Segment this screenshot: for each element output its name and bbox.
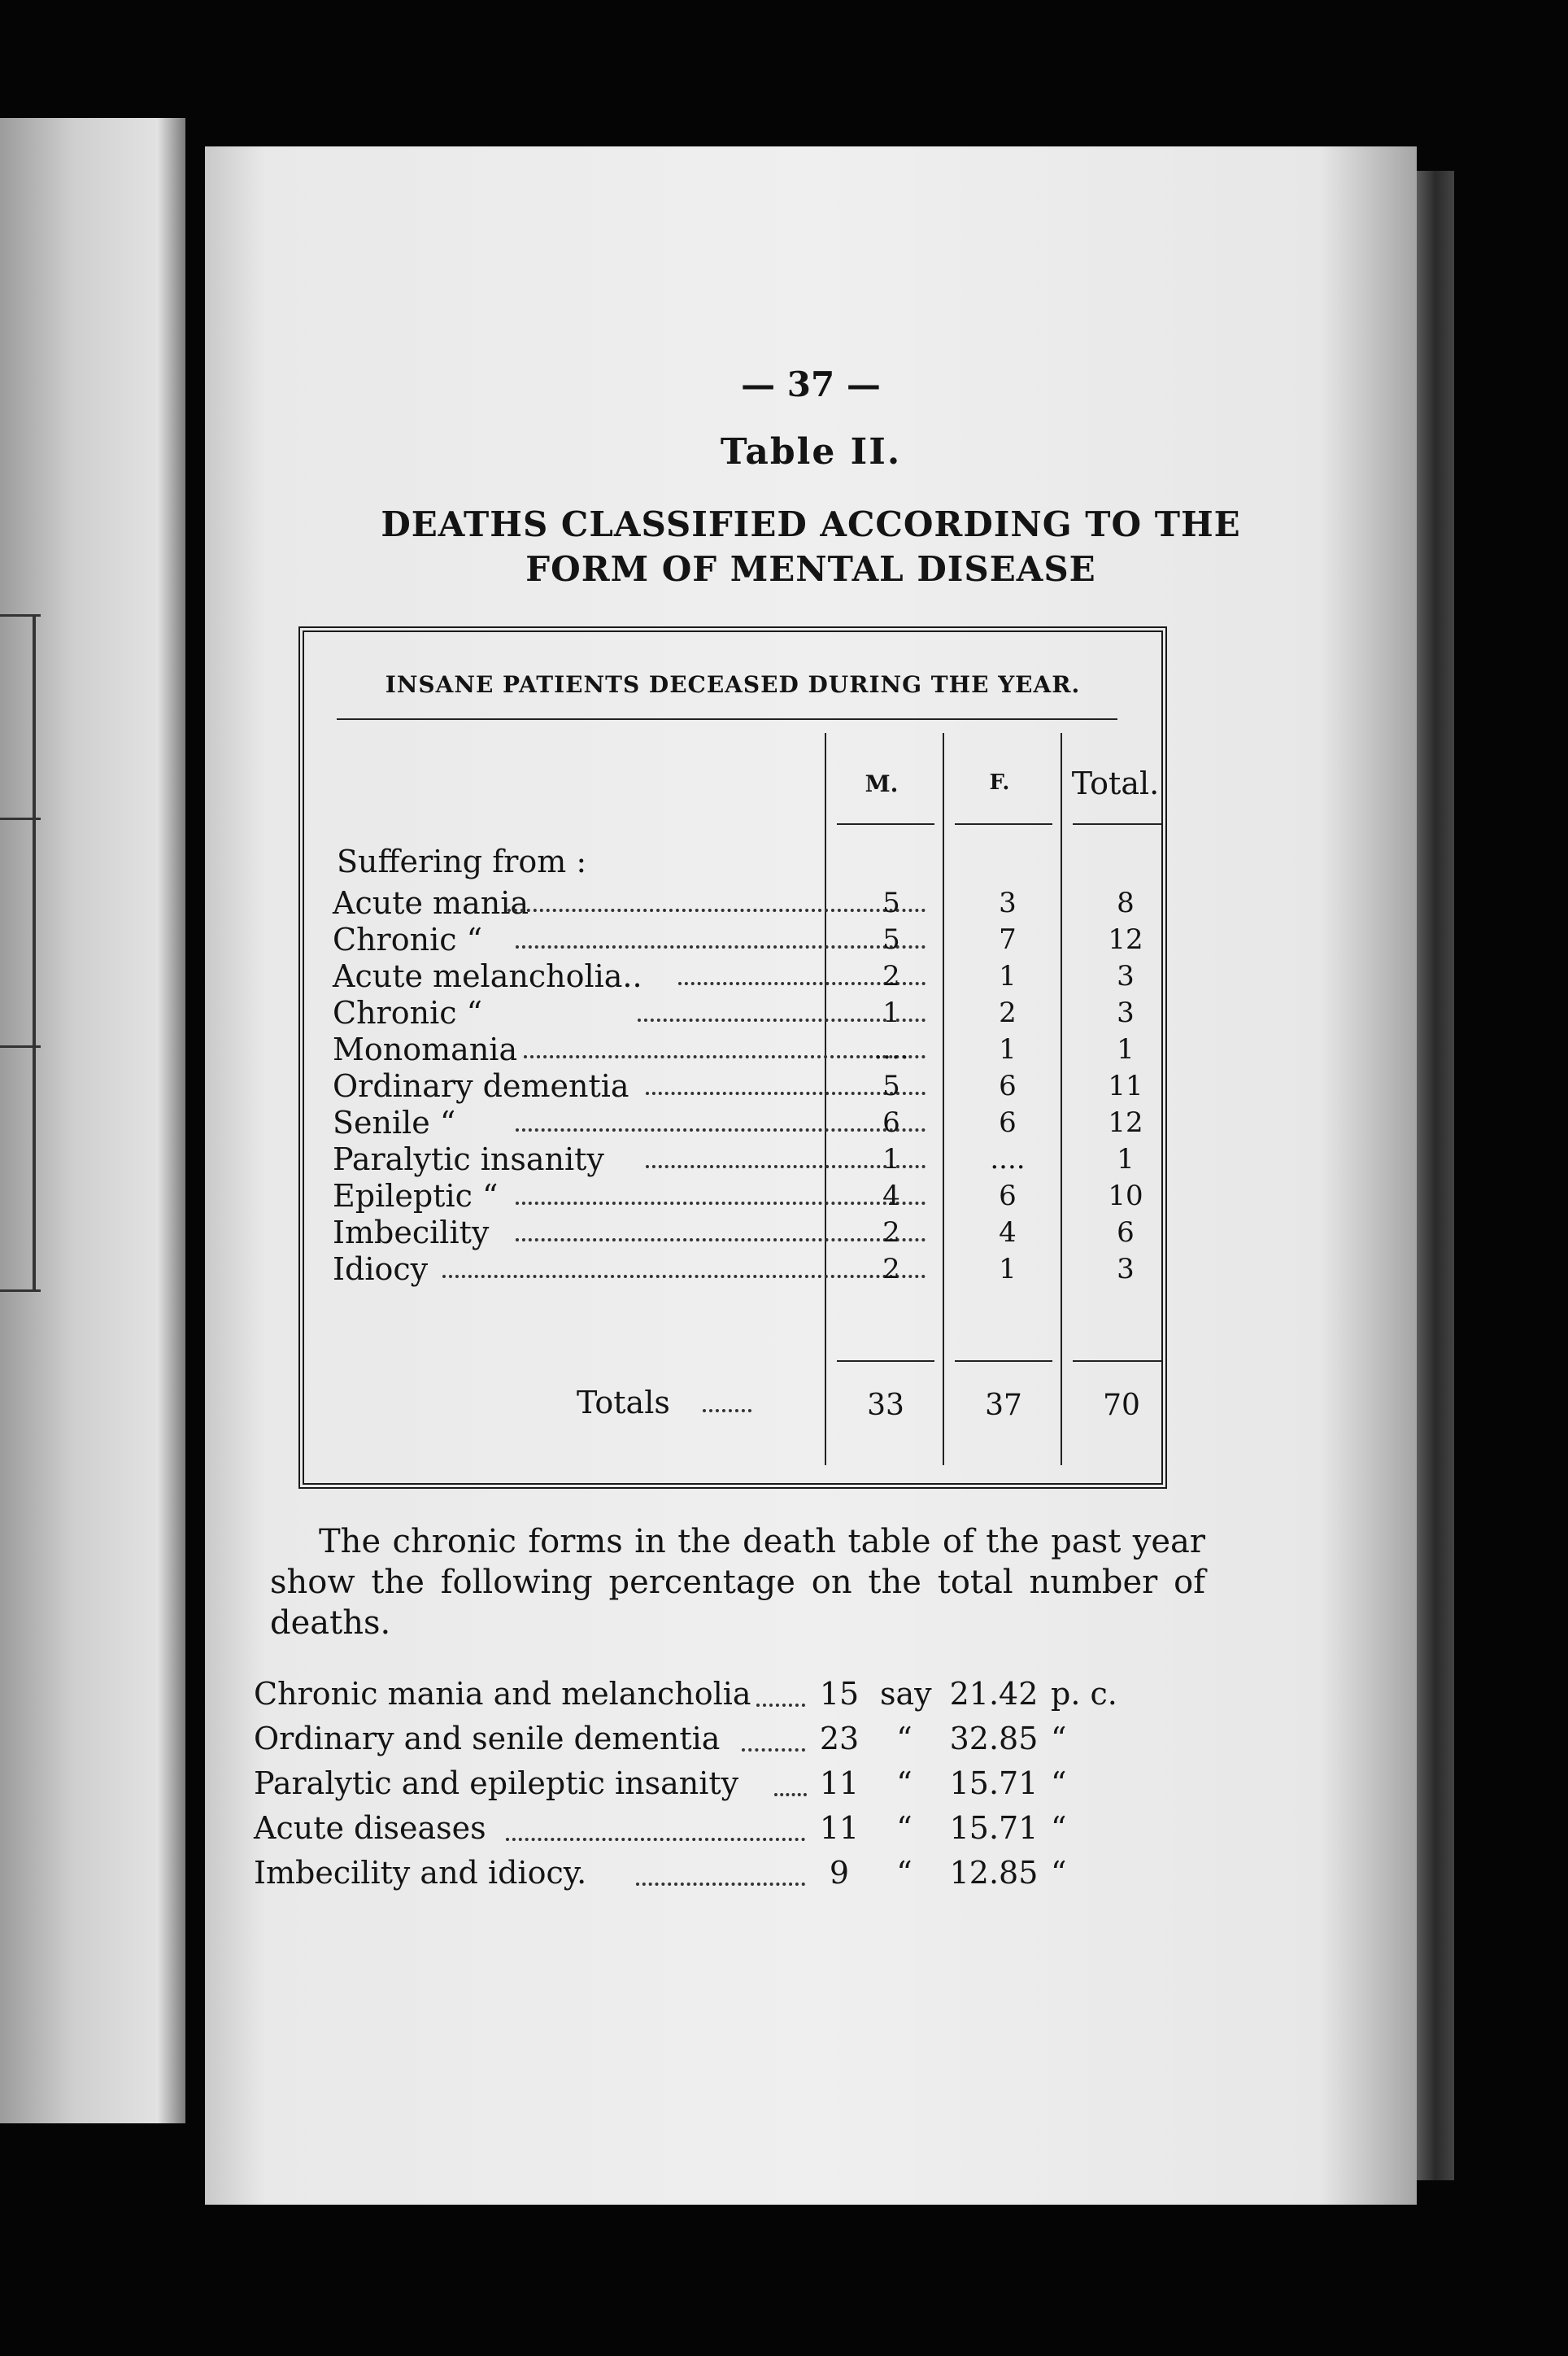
subhead-rule — [837, 823, 934, 825]
percentage-count: 23 — [819, 1721, 860, 1756]
table-row — [304, 958, 1161, 995]
percentage-count: 15 — [819, 1676, 860, 1712]
row-label: Idiocy — [333, 1251, 429, 1287]
row-label: Monomania — [333, 1032, 518, 1067]
percentage-value: 15.71 — [949, 1810, 1039, 1846]
row-label: Acute melancholia.. — [333, 958, 642, 994]
percentage-count: 9 — [829, 1855, 850, 1891]
row-label: Acute mania — [333, 885, 529, 921]
deaths-table — [298, 626, 1167, 1489]
table-row — [304, 1177, 1161, 1215]
dot-leader — [636, 1883, 805, 1886]
dot-leader — [442, 1275, 926, 1278]
cell-f: 1 — [999, 1253, 1017, 1285]
table-header: INSANE PATIENTS DECEASED DURING THE YEAR. — [385, 671, 1081, 698]
header-rule — [337, 718, 1117, 720]
cell-f: 6 — [999, 1180, 1017, 1212]
cell-m: 2 — [882, 1216, 900, 1249]
body-paragraph: The chronic forms in the death table of the past year show the following percentage on the total number of deaths. — [270, 1523, 1205, 1642]
row-label: Chronic “ — [333, 995, 483, 1031]
percentage-unit: “ — [1051, 1765, 1067, 1801]
cell-total: 12 — [1108, 1106, 1143, 1139]
cell-m: 2 — [882, 960, 900, 993]
table-title: Table II. — [720, 431, 902, 473]
row-label: Chronic “ — [333, 922, 483, 958]
percentage-row — [254, 1765, 1189, 1806]
table-row — [304, 1067, 1161, 1105]
percentage-unit: “ — [1051, 1855, 1067, 1891]
percentage-row — [254, 1721, 1189, 1761]
percentage-value: 21.42 — [949, 1676, 1039, 1712]
cell-m: 6 — [882, 1106, 900, 1139]
cell-f: 1 — [999, 960, 1017, 993]
percentage-say: “ — [896, 1765, 912, 1801]
percentage-label: Paralytic and epileptic insanity — [254, 1765, 739, 1801]
percentage-count: 11 — [819, 1810, 860, 1846]
cell-m: 1 — [882, 997, 900, 1029]
dot-leader — [506, 1838, 805, 1841]
cell-f: 7 — [999, 923, 1017, 956]
cell-m: 2 — [882, 1253, 900, 1285]
column-header-m: M. — [865, 770, 899, 797]
row-label: Senile “ — [333, 1105, 456, 1141]
percentage-label: Acute diseases — [254, 1810, 486, 1846]
totals-label: Totals — [577, 1385, 670, 1420]
percentage-value: 15.71 — [949, 1765, 1039, 1801]
cell-total: 3 — [1117, 960, 1135, 993]
percentage-row — [254, 1810, 1189, 1851]
table-row — [304, 994, 1161, 1032]
percentage-value: 32.85 — [949, 1721, 1039, 1756]
group-label: Suffering from : — [337, 844, 587, 879]
percentage-label: Chronic mania and melancholia — [254, 1676, 751, 1712]
page-number: — 37 — — [741, 364, 881, 404]
column-header-total: Total. — [1071, 766, 1160, 801]
table-row — [304, 1250, 1161, 1288]
table-heading-line-2: FORM OF MENTAL DISEASE — [525, 549, 1096, 589]
cell-f: 3 — [999, 887, 1017, 919]
percentage-label: Ordinary and senile dementia — [254, 1721, 721, 1756]
sum-rule — [1073, 1360, 1162, 1362]
dot-leader — [756, 1704, 805, 1707]
total-all: 70 — [1103, 1389, 1140, 1422]
percentage-unit: “ — [1051, 1721, 1067, 1756]
cell-f: 2 — [999, 997, 1017, 1029]
cell-total: 3 — [1117, 1253, 1135, 1285]
total-m: 33 — [867, 1389, 904, 1422]
row-label: Ordinary dementia — [333, 1068, 629, 1104]
percentage-say: say — [880, 1676, 932, 1712]
cell-total: 3 — [1117, 997, 1135, 1029]
table-row — [304, 1031, 1161, 1068]
row-label: Paralytic insanity — [333, 1141, 604, 1177]
cell-total: 8 — [1117, 887, 1135, 919]
percentage-say: “ — [896, 1855, 912, 1891]
row-label: Imbecility — [333, 1215, 490, 1250]
percentage-count: 11 — [819, 1765, 860, 1801]
row-label: Epileptic “ — [333, 1178, 499, 1214]
cell-f: 6 — [999, 1070, 1017, 1102]
percentage-row — [254, 1676, 1189, 1717]
percentage-unit: “ — [1051, 1810, 1067, 1846]
dot-leader — [774, 1793, 807, 1796]
total-f: 37 — [985, 1389, 1022, 1422]
column-header-f: F. — [989, 770, 1010, 795]
cell-f: 4 — [999, 1216, 1017, 1249]
cell-m: .... — [873, 1033, 909, 1066]
cell-m: 5 — [882, 887, 900, 919]
table-row — [304, 884, 1161, 922]
subhead-rule — [955, 823, 1052, 825]
cell-total: 6 — [1117, 1216, 1135, 1249]
cell-f: 6 — [999, 1106, 1017, 1139]
cell-m: 1 — [882, 1143, 900, 1176]
table-row — [304, 921, 1161, 958]
cell-m: 4 — [882, 1180, 900, 1212]
percentage-say: “ — [896, 1810, 912, 1846]
cell-m: 5 — [882, 1070, 900, 1102]
cell-total: 10 — [1108, 1180, 1143, 1212]
cell-f: 1 — [999, 1033, 1017, 1066]
cell-total: 1 — [1117, 1143, 1135, 1176]
percentage-label: Imbecility and idiocy. — [254, 1855, 587, 1891]
sum-rule — [955, 1360, 1052, 1362]
adjacent-table-border — [33, 614, 36, 1289]
cell-total: 11 — [1108, 1070, 1143, 1102]
table-row — [304, 1214, 1161, 1251]
cell-m: 5 — [882, 923, 900, 956]
percentage-unit: p. c. — [1051, 1676, 1117, 1712]
page-edge — [1417, 171, 1454, 2180]
cell-total: 1 — [1117, 1033, 1135, 1066]
cell-f: .... — [990, 1143, 1026, 1176]
dot-leader — [742, 1748, 805, 1752]
dot-leader — [703, 1409, 751, 1412]
table-row — [304, 1141, 1161, 1178]
percentage-say: “ — [896, 1721, 912, 1756]
table-heading-line-1: DEATHS CLASSIFIED ACCORDING TO THE — [381, 504, 1241, 544]
table-row — [304, 1104, 1161, 1141]
cell-total: 12 — [1108, 923, 1143, 956]
adjacent-rule — [0, 1289, 41, 1292]
adjacent-page-fragment — [0, 118, 185, 2123]
subhead-rule — [1073, 823, 1162, 825]
percentage-row — [254, 1855, 1189, 1896]
sum-rule — [837, 1360, 934, 1362]
book-page — [205, 146, 1417, 2205]
percentage-value: 12.85 — [949, 1855, 1039, 1891]
